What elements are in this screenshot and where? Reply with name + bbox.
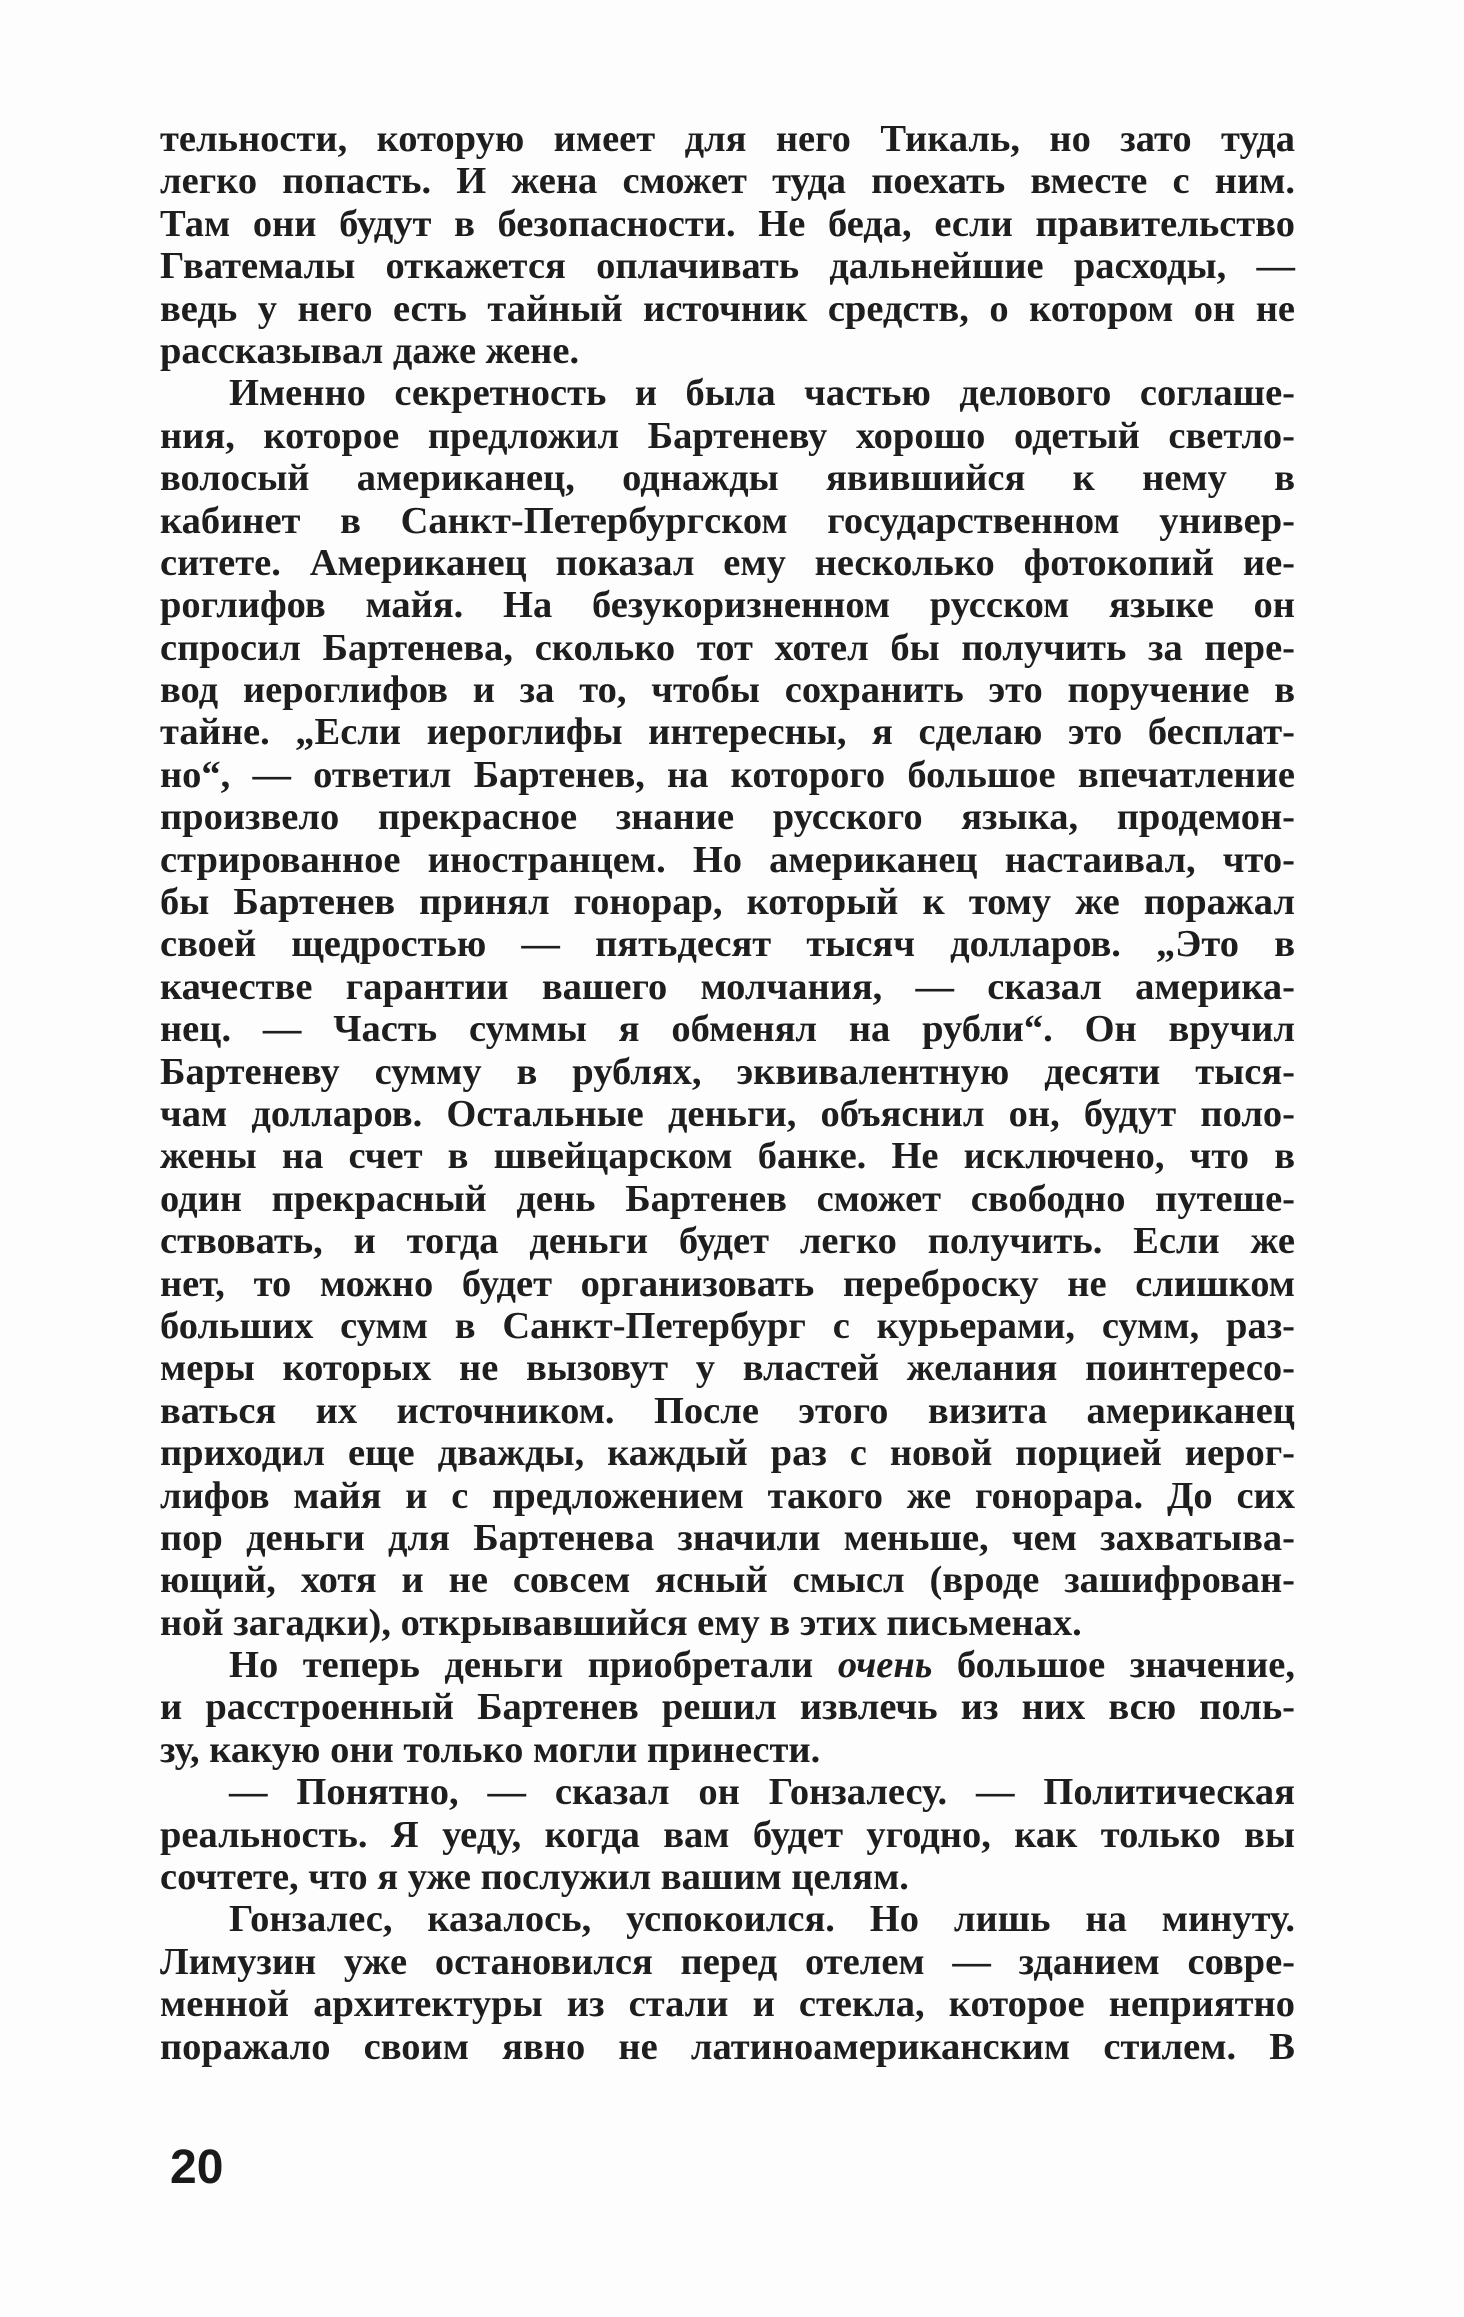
text-line: Но теперь деньги приобретали очень большое значение, xyxy=(229,1644,1296,1687)
text-line: пор деньги для Бартенева значили меньше, чем захватыва- xyxy=(160,1516,1295,1559)
text-line: и расстроенный Бартенев решил извлечь из них всю поль- xyxy=(160,1686,1295,1729)
text-line: стрированное иностранцем. Но американец настаивал, что- xyxy=(160,838,1295,881)
text-line: жены на счет в швейцарском банке. Не исключено, что в xyxy=(160,1135,1295,1178)
text-line: один прекрасный день Бартенев сможет свободно путеше- xyxy=(160,1177,1295,1220)
text-line: вод иероглифов и за то, чтобы сохранить это поручение в xyxy=(160,669,1295,712)
text-line: бы Бартенев принял гонорар, который к тому же поражал xyxy=(160,881,1295,924)
text-line: больших сумм в Санкт-Петербург с курьерами, сумм, раз- xyxy=(160,1304,1295,1347)
body-text xyxy=(160,118,1295,2068)
emphasis: очень xyxy=(837,1644,933,1687)
text-line: ситете. Американец показал ему несколько фотокопий ие- xyxy=(160,541,1295,584)
text-line: Гонзалес, казалось, успокоился. Но лишь на минуту. xyxy=(229,1898,1295,1941)
text-line: ния, которое предложил Бартеневу хорошо одетый светло- xyxy=(160,414,1295,457)
text-line: ющий, хотя и не совсем ясный смысл (вроде зашифрован- xyxy=(160,1559,1295,1602)
text-line: Лимузин уже остановился перед отелем — зданием совре- xyxy=(160,1940,1295,1983)
page-number: 20 xyxy=(170,2141,224,2194)
text-line: менной архитектуры из стали и стекла, которое неприятно xyxy=(160,1983,1295,2026)
text-line: ваться их источником. После этого визита американец xyxy=(160,1389,1295,1432)
text-line: тайне. „Если иероглифы интересны, я сделаю это бесплат- xyxy=(160,711,1295,754)
text-line: роглифов майя. На безукоризненном русском языке он xyxy=(160,584,1295,627)
text-line: своей щедростью — пятьдесят тысяч долларов. „Это в xyxy=(160,923,1295,966)
text-line: качестве гарантии вашего молчания, — сказал америка- xyxy=(160,965,1295,1008)
text-line: ведь у него есть тайный источник средств, о котором он не xyxy=(160,287,1295,330)
text-line: легко попасть. И жена сможет туда поехать вместе с ним. xyxy=(160,160,1295,203)
text-line: Бартеневу сумму в рублях, эквивалентную десяти тыся- xyxy=(160,1050,1295,1093)
text-line: приходил еще дважды, каждый раз с новой порцией иерог- xyxy=(160,1432,1295,1475)
text-line: сочтете, что я уже послужил вашим целям. xyxy=(160,1856,909,1899)
text-line: зу, какую они только могли принести. xyxy=(160,1728,821,1771)
text-line: произвело прекрасное знание русского языка, продемон- xyxy=(160,796,1295,839)
text-line: кабинет в Санкт-Петербургском государственном универ- xyxy=(160,499,1295,542)
text-line: лифов майя и с предложением такого же гонорара. До сих xyxy=(160,1474,1295,1517)
text-line: ной загадки), открывавшийся ему в этих письменах. xyxy=(160,1601,1082,1644)
text-line: но“, — ответил Бартенев, на которого большое впечатление xyxy=(160,753,1295,796)
text-line: Именно секретность и была частью делового соглаше- xyxy=(229,372,1295,415)
text-line: Гватемалы откажется оплачивать дальнейшие расходы, — xyxy=(160,245,1295,288)
text-line: ствовать, и тогда деньги будет легко получить. Если же xyxy=(160,1220,1295,1263)
text-line: нет, то можно будет организовать переброску не слишком xyxy=(160,1262,1295,1305)
text-line: реальность. Я уеду, когда вам будет угодно, как только вы xyxy=(160,1813,1295,1856)
text-line: спросил Бартенева, сколько тот хотел бы получить за пере- xyxy=(160,626,1295,669)
text-line: меры которых не вызовут у властей желания поинтересо- xyxy=(160,1347,1295,1390)
text-line: поражало своим явно не латиноамериканским стилем. В xyxy=(160,2025,1295,2068)
text-line: — Понятно, — сказал он Гонзалесу. — Политическая xyxy=(229,1771,1295,1814)
text-line: чам долларов. Остальные деньги, объяснил он, будут поло- xyxy=(160,1092,1295,1135)
text-line: нец. — Часть суммы я обменял на рубли“. Он вручил xyxy=(160,1008,1295,1051)
text-line: тельности, которую имеет для него Тикаль, но зато туда xyxy=(160,118,1295,160)
text-line: рассказывал даже жене. xyxy=(160,329,580,372)
text-line: волосый американец, однажды явившийся к нему в xyxy=(160,457,1295,500)
text-line: Там они будут в безопасности. Не беда, если правительство xyxy=(160,202,1295,245)
